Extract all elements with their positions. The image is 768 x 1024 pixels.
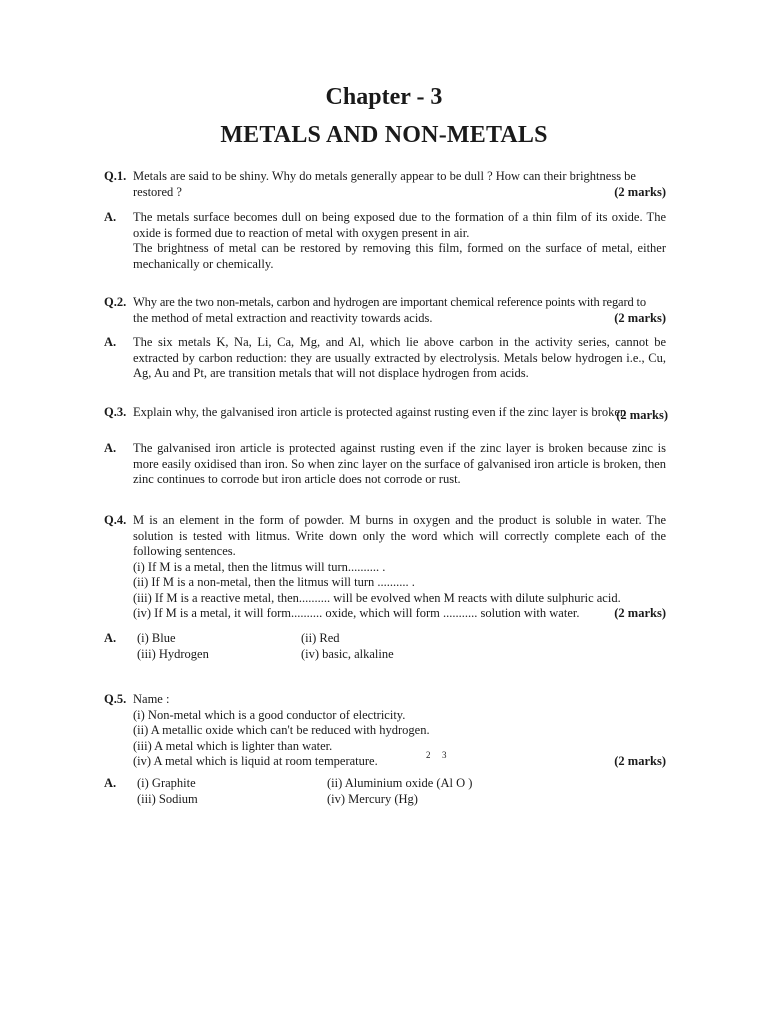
list-item: (i) If M is a metal, then the litmus will turn.......... . — [133, 559, 386, 574]
answer-2 — [104, 335, 666, 382]
answer-item: (ii) Aluminium oxide (Al O ) — [327, 776, 473, 790]
subscript-2: 2 — [426, 750, 431, 760]
answer-item: (iv) basic, alkaline — [301, 646, 394, 661]
chapter-heading: Chapter - 3 — [325, 84, 443, 110]
question-text: the method of metal extraction and reactivity towards acids. — [133, 310, 433, 325]
marks: (2 marks) — [614, 754, 666, 768]
question-1 — [104, 169, 666, 200]
question-3 — [104, 405, 666, 421]
subscript-3: 3 — [442, 750, 447, 760]
list-item: (iii) If M is a reactive metal, then.......... will be evolved when M reacts with dilute sulphuric acid. — [133, 590, 621, 605]
marks: (2 marks) — [614, 310, 666, 325]
answer-text: The galvanised iron article is protected against rusting even if the zinc layer is broken because zinc is more easily oxidised than iron. So when zinc layer on the surface of galvanised iron article is broken, then zinc continues to corrode but iron article does not corrode or rust. — [133, 441, 666, 486]
marks: (2 marks) — [616, 408, 668, 422]
answer-4 — [104, 631, 666, 662]
answer-label: A. — [104, 210, 117, 224]
answer-label: A. — [104, 776, 117, 790]
page-title: METALS AND NON-METALS — [220, 122, 548, 148]
answer-5 — [104, 776, 666, 807]
answer-label: A. — [104, 441, 117, 455]
answer-item: (ii) Red — [301, 631, 340, 645]
question-label: Q.5. — [104, 692, 127, 706]
question-5 — [104, 692, 666, 770]
question-label: Q.3. — [104, 405, 127, 419]
marks: (2 marks) — [614, 184, 666, 199]
question-text: restored ? — [133, 184, 182, 199]
question-text: Name : — [133, 692, 170, 706]
question-label: Q.2. — [104, 295, 127, 309]
answer-item: (i) Graphite — [137, 776, 196, 790]
answer-label: A. — [104, 335, 117, 349]
answer-1 — [104, 210, 666, 272]
list-item: (ii) If M is a non-metal, then the litmus will turn .......... . — [133, 575, 415, 589]
question-text: Why are the two non-metals, carbon and hydrogen are important chemical reference points with regard to — [133, 295, 646, 309]
answer-item: (iii) Sodium — [137, 791, 198, 806]
answer-text: The six metals K, Na, Li, Ca, Mg, and Al, which lie above carbon in the activity series, cannot be extracted by carbon reduction: they are usually extracted by electrolysis. Metals below hydrogen i.e., Cu, Ag, Au and Pt, are transition metals that will not displace hydrogen from acids. — [133, 335, 666, 380]
answer-item: (i) Blue — [137, 631, 176, 645]
question-text: Metals are said to be shiny. Why do metals generally appear to be dull ? How can their brightness be — [133, 169, 636, 183]
answer-item: (iv) Mercury (Hg) — [327, 791, 418, 806]
question-label: Q.1. — [104, 169, 127, 183]
question-text: Explain why, the galvanised iron article is protected against rusting even if the zinc layer is broken — [133, 405, 627, 419]
question-label: Q.4. — [104, 513, 127, 527]
list-item: (ii) A metallic oxide which can't be reduced with hydrogen. — [133, 723, 430, 737]
answer-text: The metals surface becomes dull on being exposed due to the formation of a thin film of its oxide. The oxide is formed due to reaction of metal with oxygen present in air. — [133, 210, 666, 240]
list-item: (iv) A metal which is liquid at room temperature. — [133, 754, 378, 768]
list-item: (i) Non-metal which is a good conductor of electricity. — [133, 707, 406, 722]
question-2 — [104, 295, 666, 326]
answer-text: The brightness of metal can be restored by removing this film, formed on the surface of metal, either mechanically or chemically. — [133, 241, 666, 271]
marks: (2 marks) — [614, 606, 666, 620]
list-item: (iv) If M is a metal, it will form.......... oxide, which will form ........... solution with water. — [133, 606, 580, 620]
list-item: (iii) A metal which is lighter than water. — [133, 738, 333, 753]
question-text: M is an element in the form of powder. M burns in oxygen and the product is soluble in water. The solution is tested with litmus. Write down only the word which will correctly complete each of the following sentences. — [133, 513, 666, 558]
answer-item: (iii) Hydrogen — [137, 646, 209, 661]
answer-3 — [104, 441, 666, 488]
answer-label: A. — [104, 631, 117, 645]
question-4 — [104, 513, 666, 622]
